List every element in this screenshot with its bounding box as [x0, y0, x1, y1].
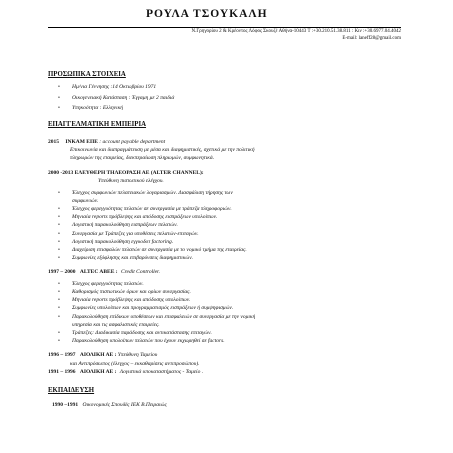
- personal-section-title: ΠΡΟΣΩΠΙΚΑ ΣΤΟΙΧΕΙΑ: [48, 71, 126, 78]
- duty-item: • Τράπεζες: Διαδικασία παράδοσης και αντικατάστασης επιταγών.: [48, 329, 435, 337]
- duty-item: • Καθορισμός πιστωτικών όρων και ορίων συνεργασίας.: [48, 288, 435, 296]
- duty-item: • Παρακολούθηση επίδικων υποθέσεων και επισφαλειών σε συνεργασία με την νομική: [48, 313, 435, 321]
- job-description: και Αντιπρόσωπος (έλεγχος – εκκαθαρίσεις αντιπροσώπου).: [70, 360, 200, 367]
- duty-item: • Έλεγχος φερεγγυότητας πελατών.: [48, 280, 435, 288]
- job-aioliki-heading: [48, 351, 435, 359]
- contact-line: Ν.Γρηγορίου 2 & Κρέοντος Λόφος Σκουζέ Αθήνα-10443 Τ :+30.210.51.38.811 : Κιν :+30.6977.04.4042: [191, 29, 401, 34]
- job-company: INKAM EΠΕ: [65, 138, 98, 145]
- job-aioliki-heading-2: [48, 368, 435, 376]
- job-subtitle: Υπεύθυνη πιστωτικού ελέγχου.: [98, 178, 164, 185]
- job-company: ΑΙΟΛΙΚΗ ΑΕ :: [79, 369, 117, 376]
- duty-item: • Λογιστική παρακολούθηση εγγυοδοτ factoring.: [48, 238, 435, 246]
- duty-item: • Συμφωνίες υπολοίπων και προγραμματισμός εισπράξεων ή συμψηφισμών.: [48, 304, 435, 312]
- job-role: Υπεύθυνη Ταμείου: [117, 352, 158, 359]
- education-date: 1990 –1991: [52, 401, 79, 408]
- job-date: 1997 – 2000: [48, 269, 76, 276]
- duty-item: • Συμφωνίες εξόφλησης και επιβαρύνσεις διαφημιστικών.: [48, 254, 435, 262]
- duty-item: • Μηνιαία reports πρόβλεψης και απόδοσης εισπράξεων υπολοίπων.: [48, 213, 435, 221]
- job-altec-duties: [48, 280, 435, 346]
- job-role: Λογιστικά υποκαταστήματος - Ταμείο .: [119, 369, 204, 376]
- job-role: : account payable department: [99, 138, 166, 145]
- duty-item: • Διαχείριση επισφαλών πελατών σε συνεργασία με το νομικό τμήμα της εταιρείας.: [48, 246, 435, 254]
- personal-item: • Ημ/νια Γέννησης :14 Οκτωβρίου 1971: [48, 82, 435, 93]
- job-alter-duties: [48, 189, 435, 263]
- job-company: ΑΙΟΛΙΚΗ ΑΕ :: [79, 352, 117, 359]
- job-altec-heading: [48, 268, 435, 276]
- job-date: 1991 – 1996: [48, 369, 76, 376]
- email-line: E-mail: laneff28@gmail.com: [342, 36, 401, 41]
- cv-content: [48, 70, 435, 409]
- education-entry: [48, 401, 435, 409]
- duty-item: • Συνεργασία με Τράπεζες για υποθέσεις πελατών-επιταγών.: [48, 230, 435, 238]
- duty-item: • Μηνιαία reports πρόβλεψης και απόδοσης υπολοίπων.: [48, 296, 435, 304]
- job-company: ALTEC ABEE :: [79, 269, 118, 276]
- duty-item: συμφωνιών.: [72, 197, 99, 204]
- duty-item: • Έλεγχος συμφωνιών πελατειακών λογαριασμών. Διασφάλιση τήρησης των: [48, 189, 435, 197]
- job-role: Credit Controller.: [120, 269, 160, 276]
- job-description: πληρωμών της εταιρείας, διεκπεραίωση πληρωμών, συμφωνητικά.: [70, 155, 215, 162]
- person-name: ΡΟΥΛΑ ΤΣΟΥΚΑΛΗ: [146, 8, 268, 20]
- duty-item: • Λογιστική παρακολούθηση εισπράξεων πελατών.: [48, 221, 435, 229]
- duty-item: • Έλεγχος φερεγγυότητας πελατών σε συνεργασία με τράπεζα πληροφοριών.: [48, 205, 435, 213]
- job-date: 2015: [48, 138, 59, 145]
- education-text: Οικονομικές Σπουδές ΙΕΚ Β.Πειραιώς: [82, 401, 167, 408]
- personal-list: [48, 82, 435, 114]
- job-inkam-heading: [48, 138, 435, 146]
- duty-item: υπηρεσία και τις ασφαλιστικές εταιρείες.: [72, 321, 160, 328]
- education-section-title: ΕΚΠΑΙΔΕΥΣΗ: [48, 386, 95, 394]
- job-description: Επικοινωνία και διαπραγμάτευση με μέσα και διαφημιστικές, σχετικά με την πολιτική: [70, 146, 255, 153]
- job-alter-heading: 2000 -2013 ΕΛΕΥΘΕΡΗ ΤΗΛΕΟΡΑΣΗ ΑΕ (ALTER CHANNEL):: [48, 169, 204, 176]
- duty-item: • Παρακολούθηση υπολοίπων πελατών που έχουν εκχωρηθεί σε factors.: [48, 337, 435, 345]
- job-date: 1996 – 1997: [48, 352, 76, 359]
- personal-item: • Υπηκοότητα : Ελληνική: [48, 103, 435, 114]
- experience-section-title: ΕΠΑΓΓΕΛΜΑΤΙΚΗ ΕΜΠΕΙΡΙΑ: [48, 120, 147, 128]
- personal-item: • Οικογενειακή Κατάσταση : Έγγαμη με 2 παιδιά: [48, 93, 435, 104]
